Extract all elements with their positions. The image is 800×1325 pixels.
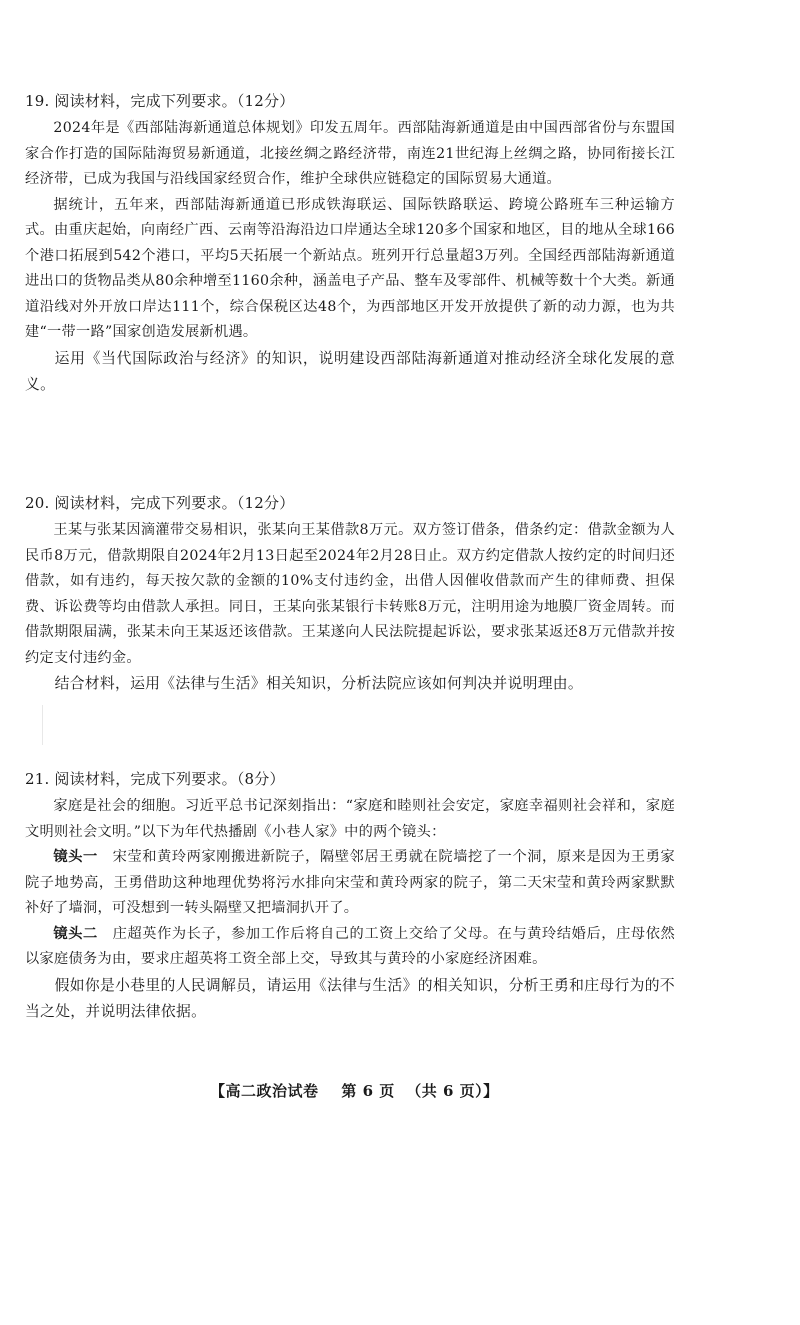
question-20: [25, 491, 675, 697]
question-requirement: 结合材料，运用《法律与生活》相关知识，分析法院应该如何判决并说明理由。: [54, 675, 583, 692]
material-paragraph: 家庭是社会的细胞。习近平总书记深刻指出：“家庭和睦则社会安定，家庭幸福则社会祥和，家庭文明则社会文明。”以下为年代热播剧《小巷人家》中的两个镜头：: [25, 798, 675, 840]
question-21: [25, 767, 675, 1025]
scene-one-label: 镜头一: [53, 849, 98, 865]
scan-artifact-line: [42, 705, 43, 745]
page-footer: 【高二政治试卷 第 6 页 （共 6 页）】: [210, 1082, 499, 1100]
question-title: 19. 阅读材料，完成下列要求。（12分）: [25, 92, 295, 110]
scene-one-paragraph: [25, 845, 675, 922]
footer-total-pages: （共 6 页）: [406, 1082, 484, 1100]
material-paragraph: 2024年是《西部陆海新通道总体规划》印发五周年。西部陆海新通道是由中国西部省份与东盟国家合作打造的国际陆海贸易新通道，北接丝绸之路经济带，南连21世纪海上丝绸之路，协同衔接长江经济带，已成为我国与沿线国家经贸合作，维护全球供应链稳定的国际贸易大通道。: [25, 120, 675, 187]
question-19: [25, 89, 675, 398]
footer-exam-name: 高二政治试卷: [225, 1082, 319, 1100]
footer-page-number: 第 6 页: [341, 1082, 395, 1100]
scene-two-paragraph: [25, 922, 675, 973]
question-requirement: 假如你是小巷里的人民调解员，请运用《法律与生活》的相关知识，分析王勇和庄母行为的不当之处，并说明法律依据。: [25, 976, 675, 1020]
question-title: 20. 阅读材料，完成下列要求。（12分）: [25, 494, 295, 512]
scene-one-text: 宋莹和黄玲两家刚搬进新院子，隔壁邻居王勇就在院墙挖了一个洞，原来是因为王勇家院子地势高，王勇借助这种地理优势将污水排向宋莹和黄玲两家的院子，第二天宋莹和黄玲两家默默补好了墙洞，可没想到一转头隔壁又把墙洞扒开了。: [25, 849, 675, 916]
question-requirement: 运用《当代国际政治与经济》的知识，说明建设西部陆海新通道对推动经济全球化发展的意义。: [25, 349, 675, 393]
question-title: 21. 阅读材料，完成下列要求。（8分）: [25, 770, 285, 788]
material-paragraph: 王某与张某因滴灌带交易相识，张某向王某借款8万元。双方签订借条，借条约定：借款金额为人民币8万元，借款期限自2024年2月13日起至2024年2月28日止。双方约定借款人按约定的时间归还借款，如有违约，每天按欠款的金额的10%支付违约金，出借人因催收借款而产生的律师费、担保费、诉讼费等均由借款人承担。同日，王某向张某银行卡转账8万元，注明用途为地膜厂资金周转。而借款期限届满，张某未向王某返还该借款。王某遂向人民法院提起诉讼，要求张某返还8万元借款并按约定支付违约金。: [25, 522, 675, 666]
scene-two-label: 镜头二: [53, 925, 98, 942]
scene-two-text: 庄超英作为长子，参加工作后将自己的工资上交给了父母。在与黄玲结婚后，庄母依然以家庭债务为由，要求庄超英将工资全部上交，导致其与黄玲的小家庭经济困难。: [25, 925, 675, 967]
material-paragraph: 据统计，五年来，西部陆海新通道已形成铁海联运、国际铁路联运、跨境公路班车三种运输方式。由重庆起始，向南经广西、云南等沿海沿边口岸通达全球120多个国家和地区，目的地从全球166个港口拓展到542个港口，平均5天拓展一个新站点。班列开行总量超3万列。全国经西部陆海新通道进出口的货物品类从80余种增至1160余种，涵盖电子产品、整车及零部件、机械等数十个大类。新通道沿线对外开放口岸达111个，综合保税区达48个，为西部地区开发开放提供了新的动力源，也为共建“一带一路”国家创造发展新机遇。: [25, 196, 675, 340]
